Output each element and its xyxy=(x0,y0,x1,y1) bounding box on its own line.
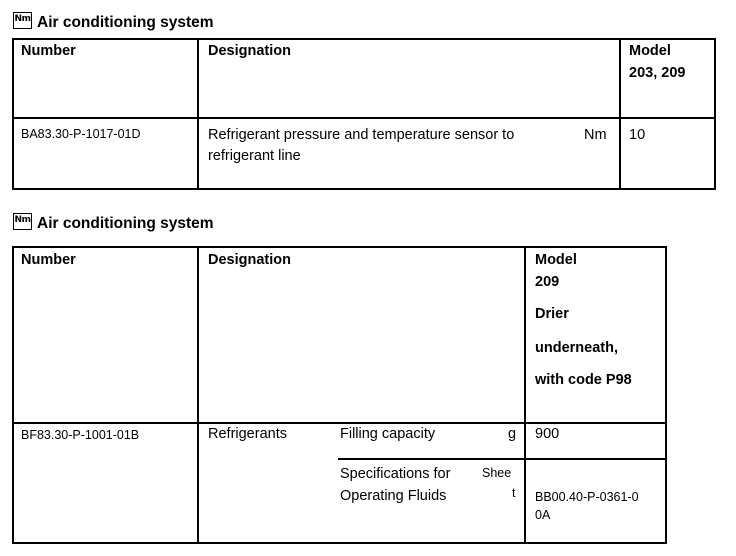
torque-nm-icon: Nm xyxy=(13,213,32,230)
column-divider xyxy=(524,246,526,544)
header-number: Number xyxy=(21,252,76,268)
filling-capacity-unit: g xyxy=(508,426,517,442)
header-model-line4: underneath, xyxy=(535,340,618,356)
row-divider xyxy=(12,117,716,119)
section-title: Air conditioning system xyxy=(37,215,214,232)
spec-unit-line1: Shee xyxy=(482,466,512,480)
row-designation-line2: refrigerant line xyxy=(208,148,301,164)
column-divider xyxy=(619,38,621,190)
row-designation: Refrigerants xyxy=(208,426,287,442)
row-value: 10 xyxy=(629,127,646,143)
column-divider xyxy=(197,38,199,190)
header-model-values: 203, 209 xyxy=(629,65,686,81)
column-divider xyxy=(197,246,199,544)
torque-nm-icon: Nm xyxy=(13,12,32,29)
header-model: Model xyxy=(629,43,671,59)
header-designation: Designation xyxy=(208,43,291,59)
header-model: Model xyxy=(535,252,577,268)
filling-capacity-label: Filling capacity xyxy=(340,426,436,442)
row-designation-line1: Refrigerant pressure and temperature sensor to xyxy=(208,127,515,143)
subrow-divider xyxy=(338,458,667,460)
row-number: BA83.30-P-1017-01D xyxy=(21,127,141,141)
spec-label-line2: Operating Fluids xyxy=(340,488,447,504)
header-model-value: 209 xyxy=(535,274,560,290)
header-model-line5: with code P98 xyxy=(535,372,632,388)
header-designation: Designation xyxy=(208,252,291,268)
torque-table xyxy=(12,38,716,190)
spec-sheet-ref-line2: 0A xyxy=(535,508,551,522)
filling-capacity-value: 900 xyxy=(535,426,560,442)
spec-sheet-ref-line1: BB00.40-P-0361-0 xyxy=(535,490,639,504)
spec-label-line1: Specifications for xyxy=(340,466,451,482)
row-number: BF83.30-P-1001-01B xyxy=(21,428,140,442)
header-model-line3: Drier xyxy=(535,306,569,322)
section-title: Air conditioning system xyxy=(37,14,214,31)
spec-unit-line2: t xyxy=(512,486,516,500)
row-unit: Nm xyxy=(584,127,607,143)
header-number: Number xyxy=(21,43,76,59)
